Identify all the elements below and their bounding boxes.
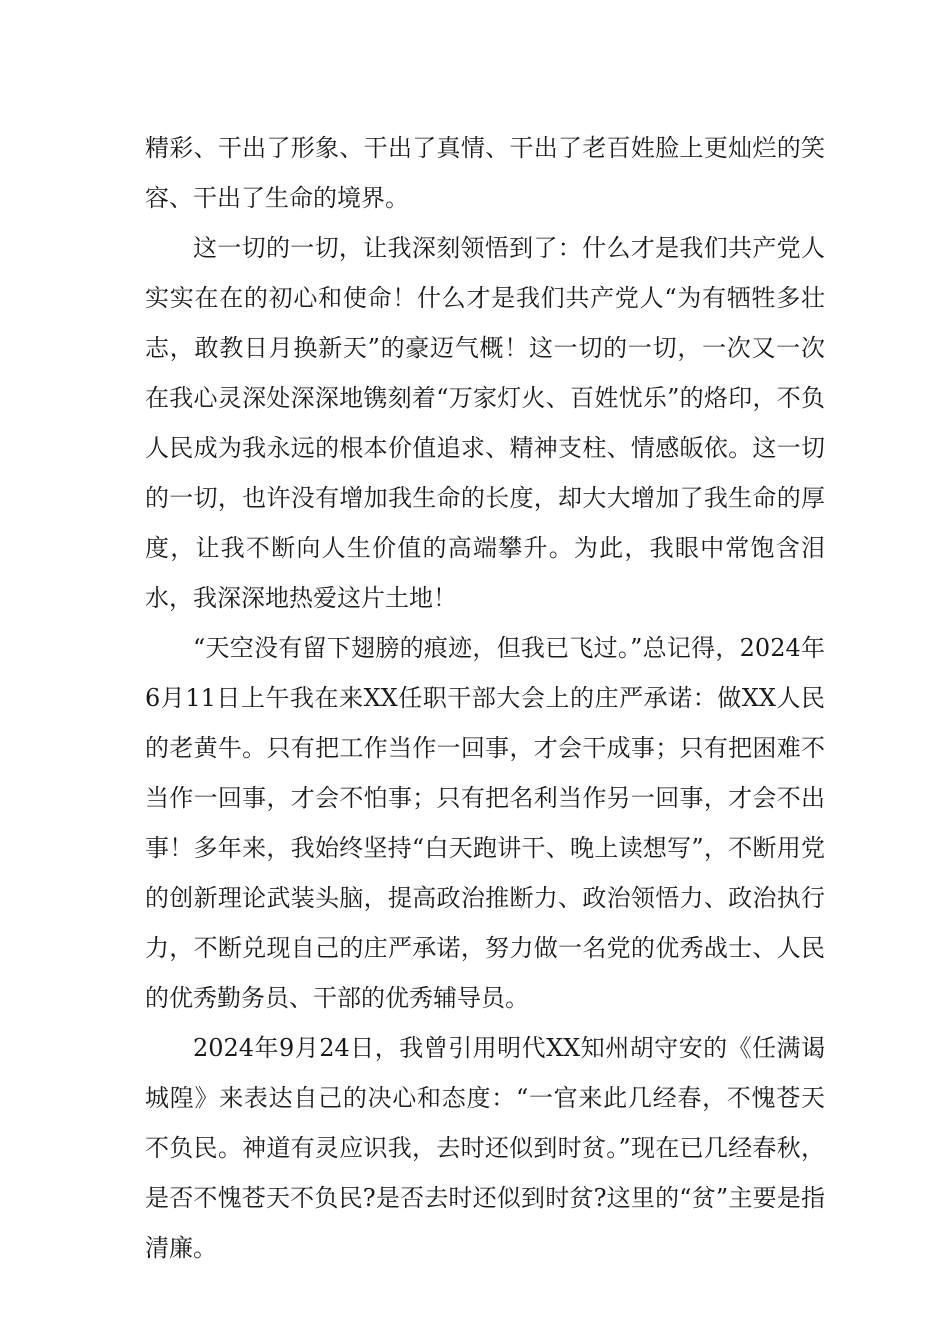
paragraph-3: “天空没有留下翅膀的痕迹，但我已飞过。”总记得，2024年6月11日上午我在来XX任职干部大会上的庄严承诺：做XX人民的老黄牛。只有把工作当作一回事，才会干成事；只有把困难不当作一回事，才会不怕事；只有把名利当作另一回事，才会不出事！多年来，我始终坚持“白天跑讲干、晚上读想写”，不断用党的创新理论武装头脑，提高政治推断力、政治领悟力、政治执行力，不断兑现自己的庄严承诺，努力做一名党的优秀战士、人民的优秀勤务员、干部的优秀辅导员。 (145, 634, 825, 1012)
paragraph-1: 精彩、干出了形象、干出了真情、干出了老百姓脸上更灿烂的笑容、干出了生命的境界。 (145, 134, 825, 212)
document-body (145, 123, 825, 1273)
paragraph-2: 这一切的一切，让我深刻领悟到了：什么才是我们共产党人实实在在的初心和使命！什么才是我们共产党人“为有牺牲多壮志，敢教日月换新天”的豪迈气概！这一切的一切，一次又一次在我心灵深处深深地镌刻着“万家灯火、百姓忧乐”的烙印，不负人民成为我永远的根本价值追求、精神支柱、情感皈依。这一切的一切，也许没有增加我生命的长度，却大大增加了我生命的厚度，让我不断向人生价值的高端攀升。为此，我眼中常饱含泪水，我深深地热爱这片土地！ (145, 234, 825, 612)
paragraph-4: 2024年9月24日，我曾引用明代XX知州胡守安的《任满谒城隍》来表达自己的决心和态度：“一官来此几经春，不愧苍天不负民。神道有灵应识我，去时还似到时贫。”现在已几经春秋，是否不愧苍天不负民?是否去时还似到时贫?这里的“贫”主要是指清廉。 (145, 1034, 825, 1262)
